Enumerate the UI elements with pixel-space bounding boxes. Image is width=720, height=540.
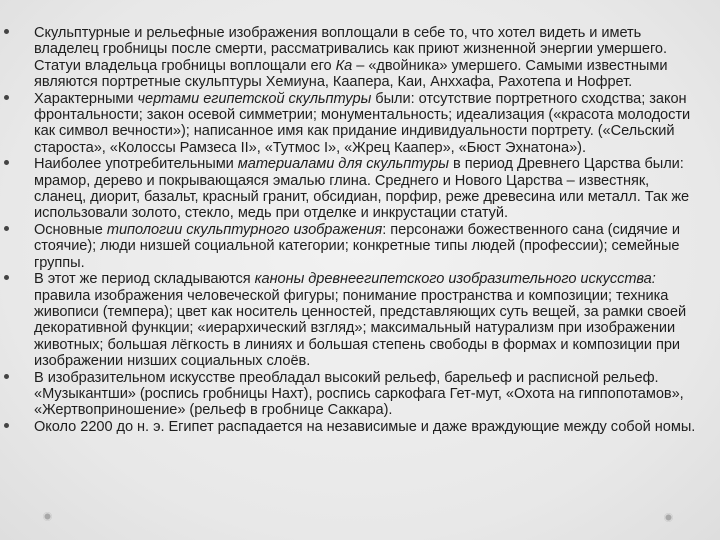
bullet-item <box>0 91 720 157</box>
bullet-item <box>0 370 720 419</box>
bullet-item <box>0 419 720 435</box>
decorative-dot-right <box>664 513 673 522</box>
bullet-item <box>0 156 720 222</box>
bullet-item <box>0 271 720 369</box>
italic-term: каноны древнеегипетского изобразительного искусства: <box>254 271 656 288</box>
italic-term: Ка <box>335 57 353 74</box>
italic-term: материалами для скульптуры <box>237 156 449 173</box>
bullet-text: В изобразительном искусстве преобладал высокий рельеф, барельеф и расписной рельеф. «Музыкантши» (роспись гробницы Нахт), роспись саркофага Гет-мут, «Охота на гиппопотамов», «Жертвоприношение» (рельеф в гробнице Саккара). <box>34 369 684 419</box>
bullet-marker <box>4 423 9 428</box>
bullet-marker <box>4 29 9 34</box>
bullet-text: в период Древнего Царства были: мрамор, дерево и покрывающаяся эмалью глина. Среднего и Нового Царства – известняк, сланец, диорит, базальт, красный гранит, обсидиан, порфир, реже древесина или металл. Так же использовали золото, стекло, медь при отделке и инкрустации статуй. <box>34 156 690 222</box>
bullet-text: – «двойника» умершего. Самыми известными являются портретные скульптуры Хемиуна, Каапера, Каи, Анххафа, Рахотепа и Нофрет. <box>34 57 668 91</box>
bullet-text: Около 2200 до н. э. Египет распадается на независимые и даже враждующие между собой номы. <box>34 418 696 435</box>
bullet-text: Основные <box>34 221 107 238</box>
bullet-marker <box>4 374 9 379</box>
bullet-marker <box>4 226 9 231</box>
bullet-text: : персонажи божественного сана (сидячие и стоячие); люди низшей социальной категории; конкретные типы людей (профессии); семейные группы. <box>34 221 680 271</box>
decorative-dot-left <box>43 512 52 521</box>
italic-term: типологии скульптурного изображения <box>106 221 383 238</box>
bullet-text: В этот же период складываются <box>34 271 255 288</box>
bullet-list <box>0 25 720 435</box>
bullet-text: правила изображения человеческой фигуры; понимание пространства и композиции; техника живописи (темпера); цвет как носитель ценностей, представляющих суть вещей, за рамки своей декоративной функции; «иерархический взгляд»; максимальный натурализм при изображении животных; большая лёгкость в линиях и большая степень свободы в формах и композиции при изображении низших социальных слоёв. <box>34 287 687 370</box>
bullet-marker <box>4 275 9 280</box>
bullet-item <box>0 222 720 271</box>
bullet-item <box>0 25 720 91</box>
bullet-text: Наиболее употребительными <box>34 156 238 173</box>
bullet-marker <box>4 95 9 100</box>
bullet-text: Скульптурные и рельефные изображения воплощали в себе то, что хотел видеть и иметь владелец гробницы после смерти, рассматривались как приют жизненной энергии умершего. Статуи владельца гробницы воплощали его <box>34 25 667 74</box>
bullet-text: были: отсутствие портретного сходства; закон фронтальности; закон осевой симметрии; монументальность; идеализация («красота молодости как символ вечности»); написанное имя как придание индивидуальности портрету. («Сельский староста», «Колоссы Рамзеса II», «Тутмос I», «Жрец Каапер», «Бюст Эхнатона»). <box>34 90 691 156</box>
italic-term: чертами египетской скульптуры <box>137 90 372 107</box>
bullet-text: Характерными <box>34 90 138 107</box>
bullet-marker <box>4 160 9 165</box>
